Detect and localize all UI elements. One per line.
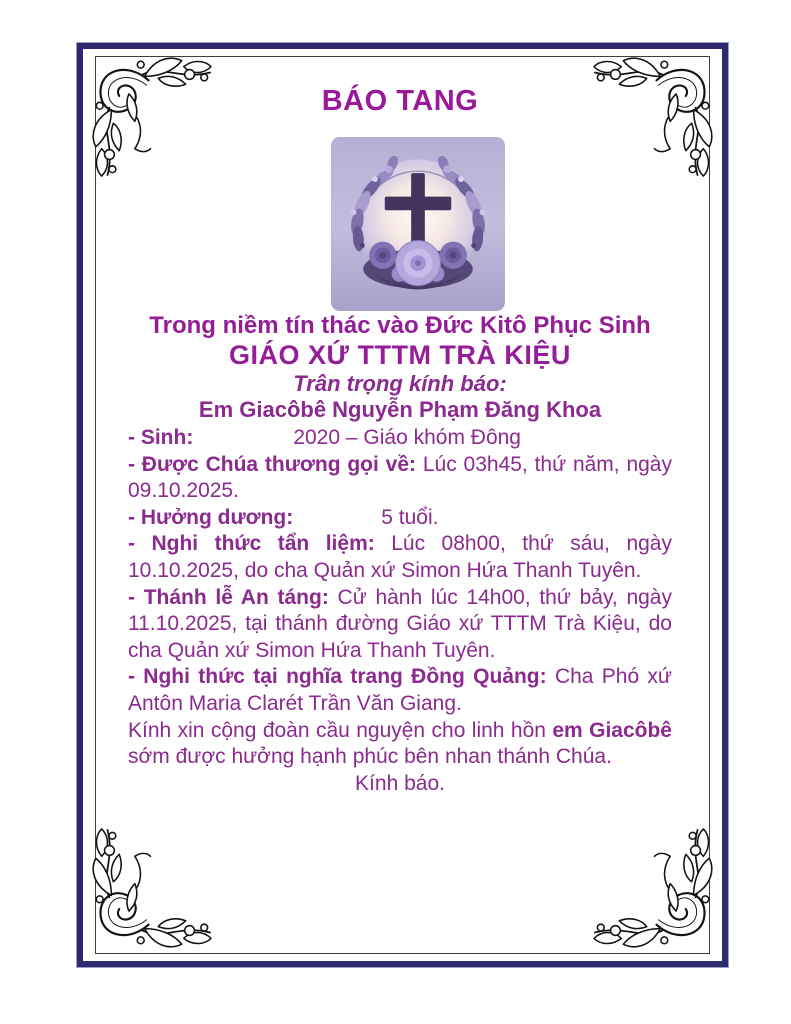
detail-row-passing: - Được Chúa thương gọi về: Lúc 03h45, thứ năm, ngày 09.10.2025. bbox=[128, 452, 672, 503]
detail-row-funeral-mass: - Thánh lễ An táng: Cử hành lúc 14h00, thứ bảy, ngày 11.10.2025, tại thánh đường Giáo xứ TTTM Trà Kiệu, do cha Quản xứ Simon Hứa Thanh Tuyên. bbox=[128, 585, 672, 662]
corner-flourish-bottom-left-icon bbox=[86, 827, 213, 954]
detail-row-cemetery: - Nghi thức tại nghĩa trang Đồng Quảng: Cha Phó xứ Antôn Maria Clarét Trần Văn Giang. bbox=[128, 665, 672, 715]
parish-line: GIÁO XỨ TTTM TRÀ KIỆU bbox=[229, 340, 571, 370]
prayer-paragraph: Kính xin cộng đoàn cầu nguyện cho linh hồn em Giacôbê sớm được hưởng hạnh phúc bên nhan thánh Chúa. bbox=[128, 718, 672, 769]
memorial-cross-wreath-image bbox=[146, 136, 690, 312]
detail-row-rites: - Nghi thức tẩn liệm: Lúc 08h00, thứ sáu, ngày 10.10.2025, do cha Quản xứ Simon Hứa Thanh Tuyên. bbox=[128, 532, 672, 582]
corner-flourish-bottom-right-icon bbox=[592, 827, 719, 954]
detail-row-birth: - Sinh: 2020 – Giáo khóm Đông bbox=[128, 426, 521, 449]
deceased-name: Em Giacôbê Nguyễn Phạm Đăng Khoa bbox=[198, 397, 602, 422]
salutation: Trân trọng kính báo: bbox=[293, 371, 507, 396]
closing-text: Kính báo. bbox=[355, 771, 445, 795]
detail-row-age: - Hưởng dương: 5 tuổi. bbox=[128, 505, 439, 529]
detail-list bbox=[128, 425, 672, 771]
faith-line: Trong niềm tín thác vào Đức Kitô Phục Sinh bbox=[149, 312, 651, 339]
notice-title: BÁO TANG bbox=[321, 85, 479, 117]
notice-content bbox=[128, 0, 672, 797]
